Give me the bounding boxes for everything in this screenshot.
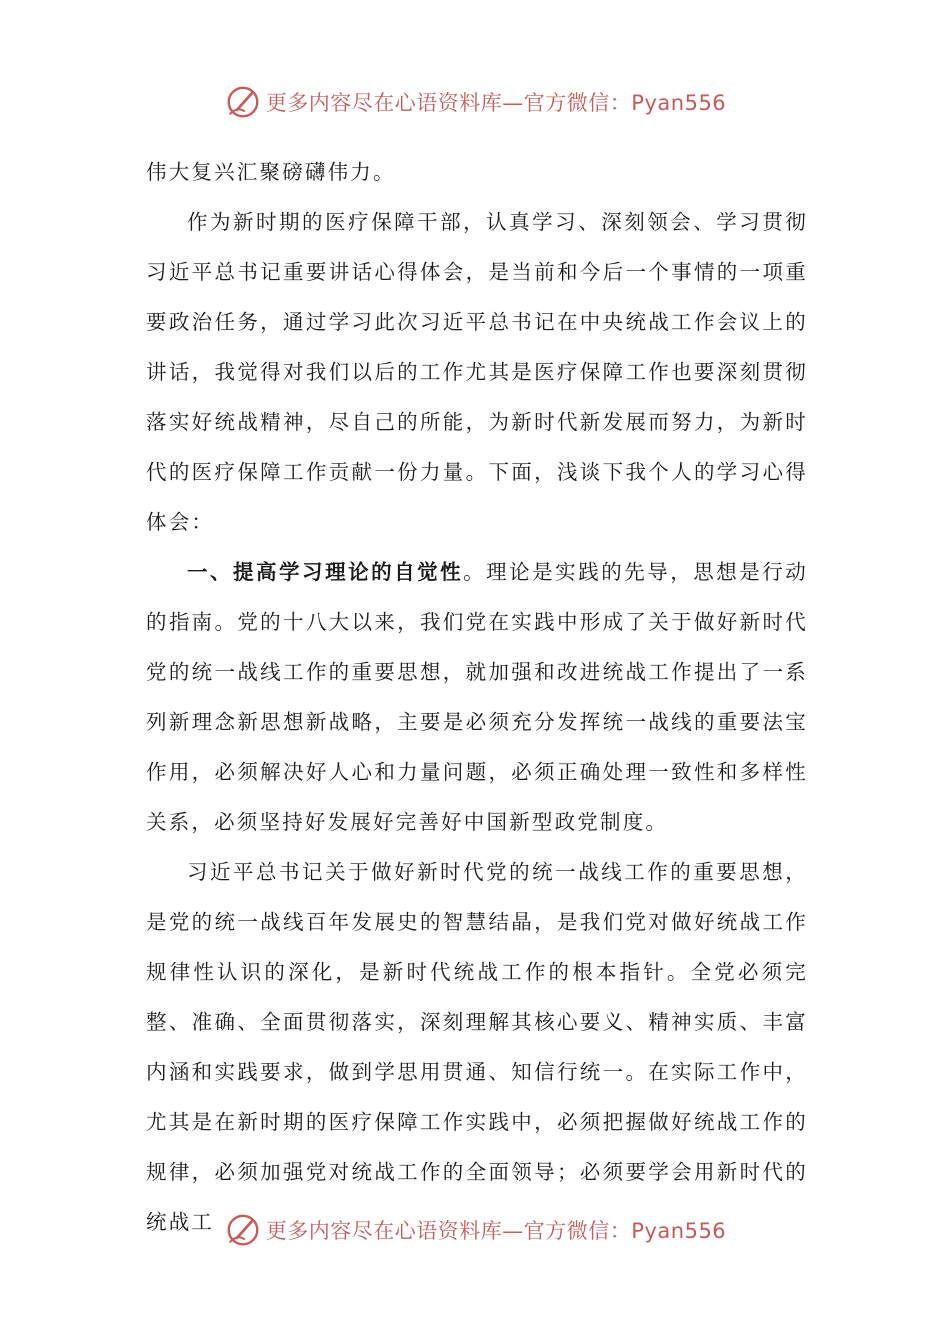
watermark-text: 更多内容尽在心语资料库—官方微信：Pyan556 — [265, 91, 727, 115]
pen-circle-icon — [224, 83, 262, 121]
document-body — [146, 147, 808, 1247]
header-watermark — [0, 82, 950, 122]
watermark-text: 更多内容尽在心语资料库—官方微信：Pyan556 — [265, 1219, 727, 1243]
paragraph — [146, 547, 808, 847]
pen-circle-icon — [224, 1211, 262, 1249]
paragraph-text: 。理论是实践的先导，思想是行动的指南。党的十八大以来，我们党在实践中形成了关于做好新时代党的统一战线工作的重要思想，就加强和改进统战工作提出了一系列新理念新思想新战略，主要是必须充分发挥统一战线的重要法宝作用，必须解决好人心和力量问题，必须正确处理一致性和多样性关系，必须坚持好发展好完善好中国新型政党制度。 — [146, 560, 808, 834]
section-heading: 一、提高学习理论的自觉性 — [187, 560, 464, 584]
paragraph: 作为新时期的医疗保障干部，认真学习、深刻领会、学习贯彻习近平总书记重要讲话心得体会，是当前和今后一个事情的一项重要政治任务，通过学习此次习近平总书记在中央统战工作会议上的讲话，我觉得对我们以后的工作尤其是医疗保障工作也要深刻贯彻落实好统战精神，尽自己的所能，为新时代新发展而努力，为新时代的医疗保障工作贡献一份力量。下面，浅谈下我个人的学习心得体会： — [146, 210, 808, 534]
paragraph: 习近平总书记关于做好新时代党的统一战线工作的重要思想，是党的统一战线百年发展史的智慧结晶，是我们党对做好统战工作规律性认识的深化，是新时代统战工作的根本指针。全党必须完整、准确、全面贯彻落实，深刻理解其核心要义、精神实质、丰富内涵和实践要求，做到学思用贯通、知信行统一。在实际工作中，尤其是在新时期的医疗保障工作实践中，必须把握做好统战工作的规律，必须加强党对统战工作的全面领导；必须要学会用新时代的统战工 — [146, 860, 808, 1234]
footer-watermark — [0, 1210, 950, 1250]
paragraph: 伟大复兴汇聚磅礴伟力。 — [146, 160, 396, 184]
